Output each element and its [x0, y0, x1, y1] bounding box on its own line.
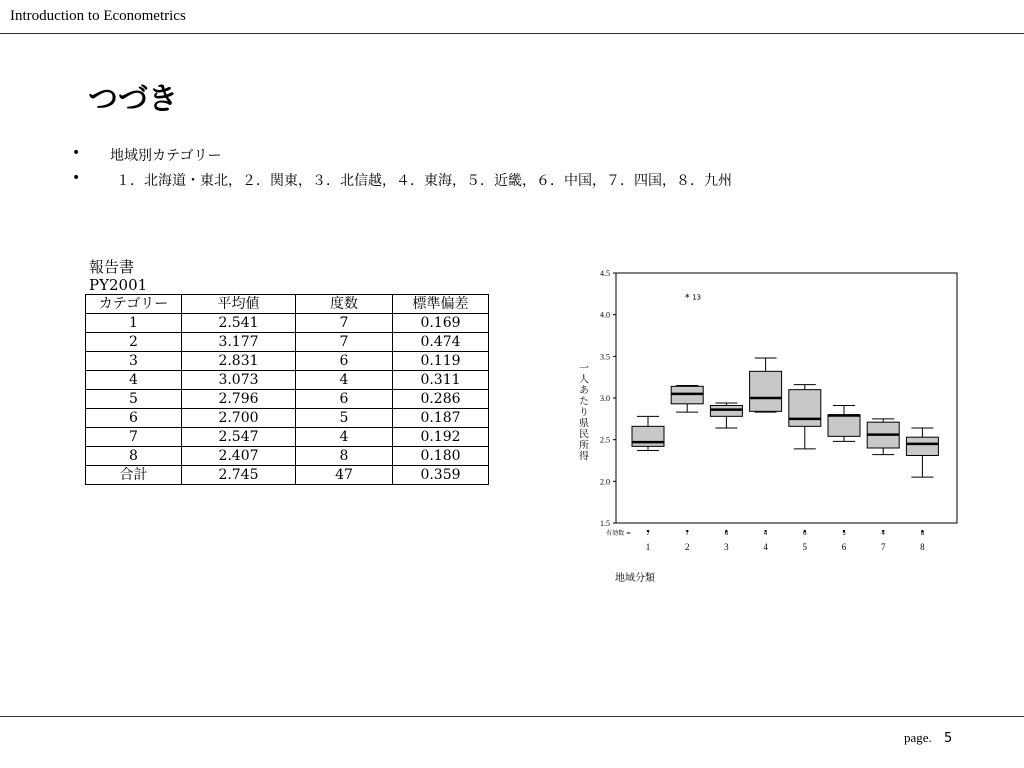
table-row [86, 333, 489, 352]
page-number: 5 [943, 731, 953, 746]
table-cell: 6 [296, 390, 393, 409]
bullet-text: 地域別カテゴリー [110, 148, 222, 164]
plot-frame [616, 273, 957, 523]
n-count: 8 [920, 530, 925, 537]
x-axis-label: 地域分類 [615, 573, 655, 584]
table-cell: 7 [86, 428, 182, 447]
report-subtitle: PY2001 [89, 276, 148, 294]
box-iqr [906, 437, 938, 455]
course-title: Introduction to Econometrics [10, 8, 186, 24]
table-cell: 2 [86, 333, 182, 352]
table-cell: 8 [86, 447, 182, 466]
y-tick-label: 1.5 [600, 519, 610, 528]
x-tick-label: 7 [880, 542, 886, 552]
table-cell: 0.286 [393, 390, 489, 409]
n-count: 4 [881, 530, 886, 537]
x-tick-label: 1 [645, 542, 651, 552]
table-row [86, 428, 489, 447]
table-row [86, 447, 489, 466]
slide-title: つづき [88, 82, 178, 117]
table-cell: 3 [86, 352, 182, 371]
table-cell: 6 [296, 352, 393, 371]
table-cell: 0.474 [393, 333, 489, 352]
table-cell: 0.359 [393, 466, 489, 485]
x-tick-label: 5 [802, 542, 808, 552]
n-count: 7 [646, 530, 650, 537]
n-count: 6 [724, 530, 729, 537]
table-cell: 47 [296, 466, 393, 485]
column-header: 度数 [296, 295, 393, 314]
outlier-label: 13 [692, 293, 702, 302]
table-cell: 2.547 [182, 428, 296, 447]
x-tick-label: 4 [763, 542, 768, 552]
stats-table [85, 294, 489, 485]
n-count: 5 [842, 530, 846, 537]
table-cell: 2.700 [182, 409, 296, 428]
x-tick-label: 6 [841, 542, 847, 552]
table-cell: 4 [296, 371, 393, 390]
x-tick-label: 3 [724, 542, 729, 552]
footer-divider [0, 716, 1024, 717]
table-header-row [86, 295, 489, 314]
table-row [86, 409, 489, 428]
table-cell: 7 [296, 333, 393, 352]
table-cell: 2.541 [182, 314, 296, 333]
box-iqr [671, 386, 703, 404]
table-cell: 2.796 [182, 390, 296, 409]
box-iqr [789, 390, 821, 427]
y-tick-label: 2.5 [600, 435, 610, 445]
table-cell: 0.187 [393, 409, 489, 428]
outlier-marker: * [684, 292, 690, 304]
box-iqr [750, 371, 782, 411]
y-tick-label: 4.5 [600, 269, 610, 278]
header-divider [0, 33, 1024, 34]
table-cell: 2.831 [182, 352, 296, 371]
bullet-text: １．北海道・東北，２．関東，３．北信越，４．東海，５．近畿，６．中国，７．四国，８．九州 [116, 173, 732, 189]
table-cell: 0.180 [393, 447, 489, 466]
bullet-icon: • [72, 145, 81, 161]
x-tick-label: 8 [920, 542, 925, 552]
table-cell: 合計 [86, 466, 182, 485]
box-iqr [828, 415, 860, 437]
table-cell: 8 [296, 447, 393, 466]
table-cell: 0.119 [393, 352, 489, 371]
table-cell: 7 [296, 314, 393, 333]
bullet-icon: • [72, 170, 81, 186]
table-cell: 5 [296, 409, 393, 428]
boxplot-chart [560, 262, 980, 592]
table-cell: 0.192 [393, 428, 489, 447]
n-count: 4 [763, 530, 768, 537]
table-cell: 6 [86, 409, 182, 428]
y-tick-label: 2.0 [600, 477, 610, 487]
table-cell: 3.177 [182, 333, 296, 352]
table-row [86, 390, 489, 409]
table-cell: 5 [86, 390, 182, 409]
table-row [86, 352, 489, 371]
table-cell: 3.073 [182, 371, 296, 390]
table-cell: 0.169 [393, 314, 489, 333]
table-cell: 2.407 [182, 447, 296, 466]
table-row [86, 314, 489, 333]
y-tick-label: 3.0 [600, 394, 610, 403]
table-cell: 4 [296, 428, 393, 447]
y-tick-label: 3.5 [600, 352, 610, 362]
n-count: 7 [685, 530, 690, 537]
y-tick-label: 4.0 [600, 310, 610, 320]
y-axis-label: 一人あたり県民所得 [576, 362, 588, 462]
table-cell: 0.311 [393, 371, 489, 390]
table-row [86, 371, 489, 390]
n-count-label: 有効数 = [606, 530, 631, 537]
page-label: page. [904, 730, 932, 745]
report-title: 報告書 [89, 258, 135, 276]
column-header: 標準偏差 [393, 295, 489, 314]
table-cell: 4 [86, 371, 182, 390]
x-tick-label: 2 [684, 542, 690, 552]
table-cell: 1 [86, 314, 182, 333]
column-header: カテゴリー [86, 295, 182, 314]
column-header: 平均値 [182, 295, 296, 314]
n-count: 6 [802, 530, 807, 537]
table-cell: 2.745 [182, 466, 296, 485]
table-total-row [86, 466, 489, 485]
page-footer [904, 730, 952, 746]
